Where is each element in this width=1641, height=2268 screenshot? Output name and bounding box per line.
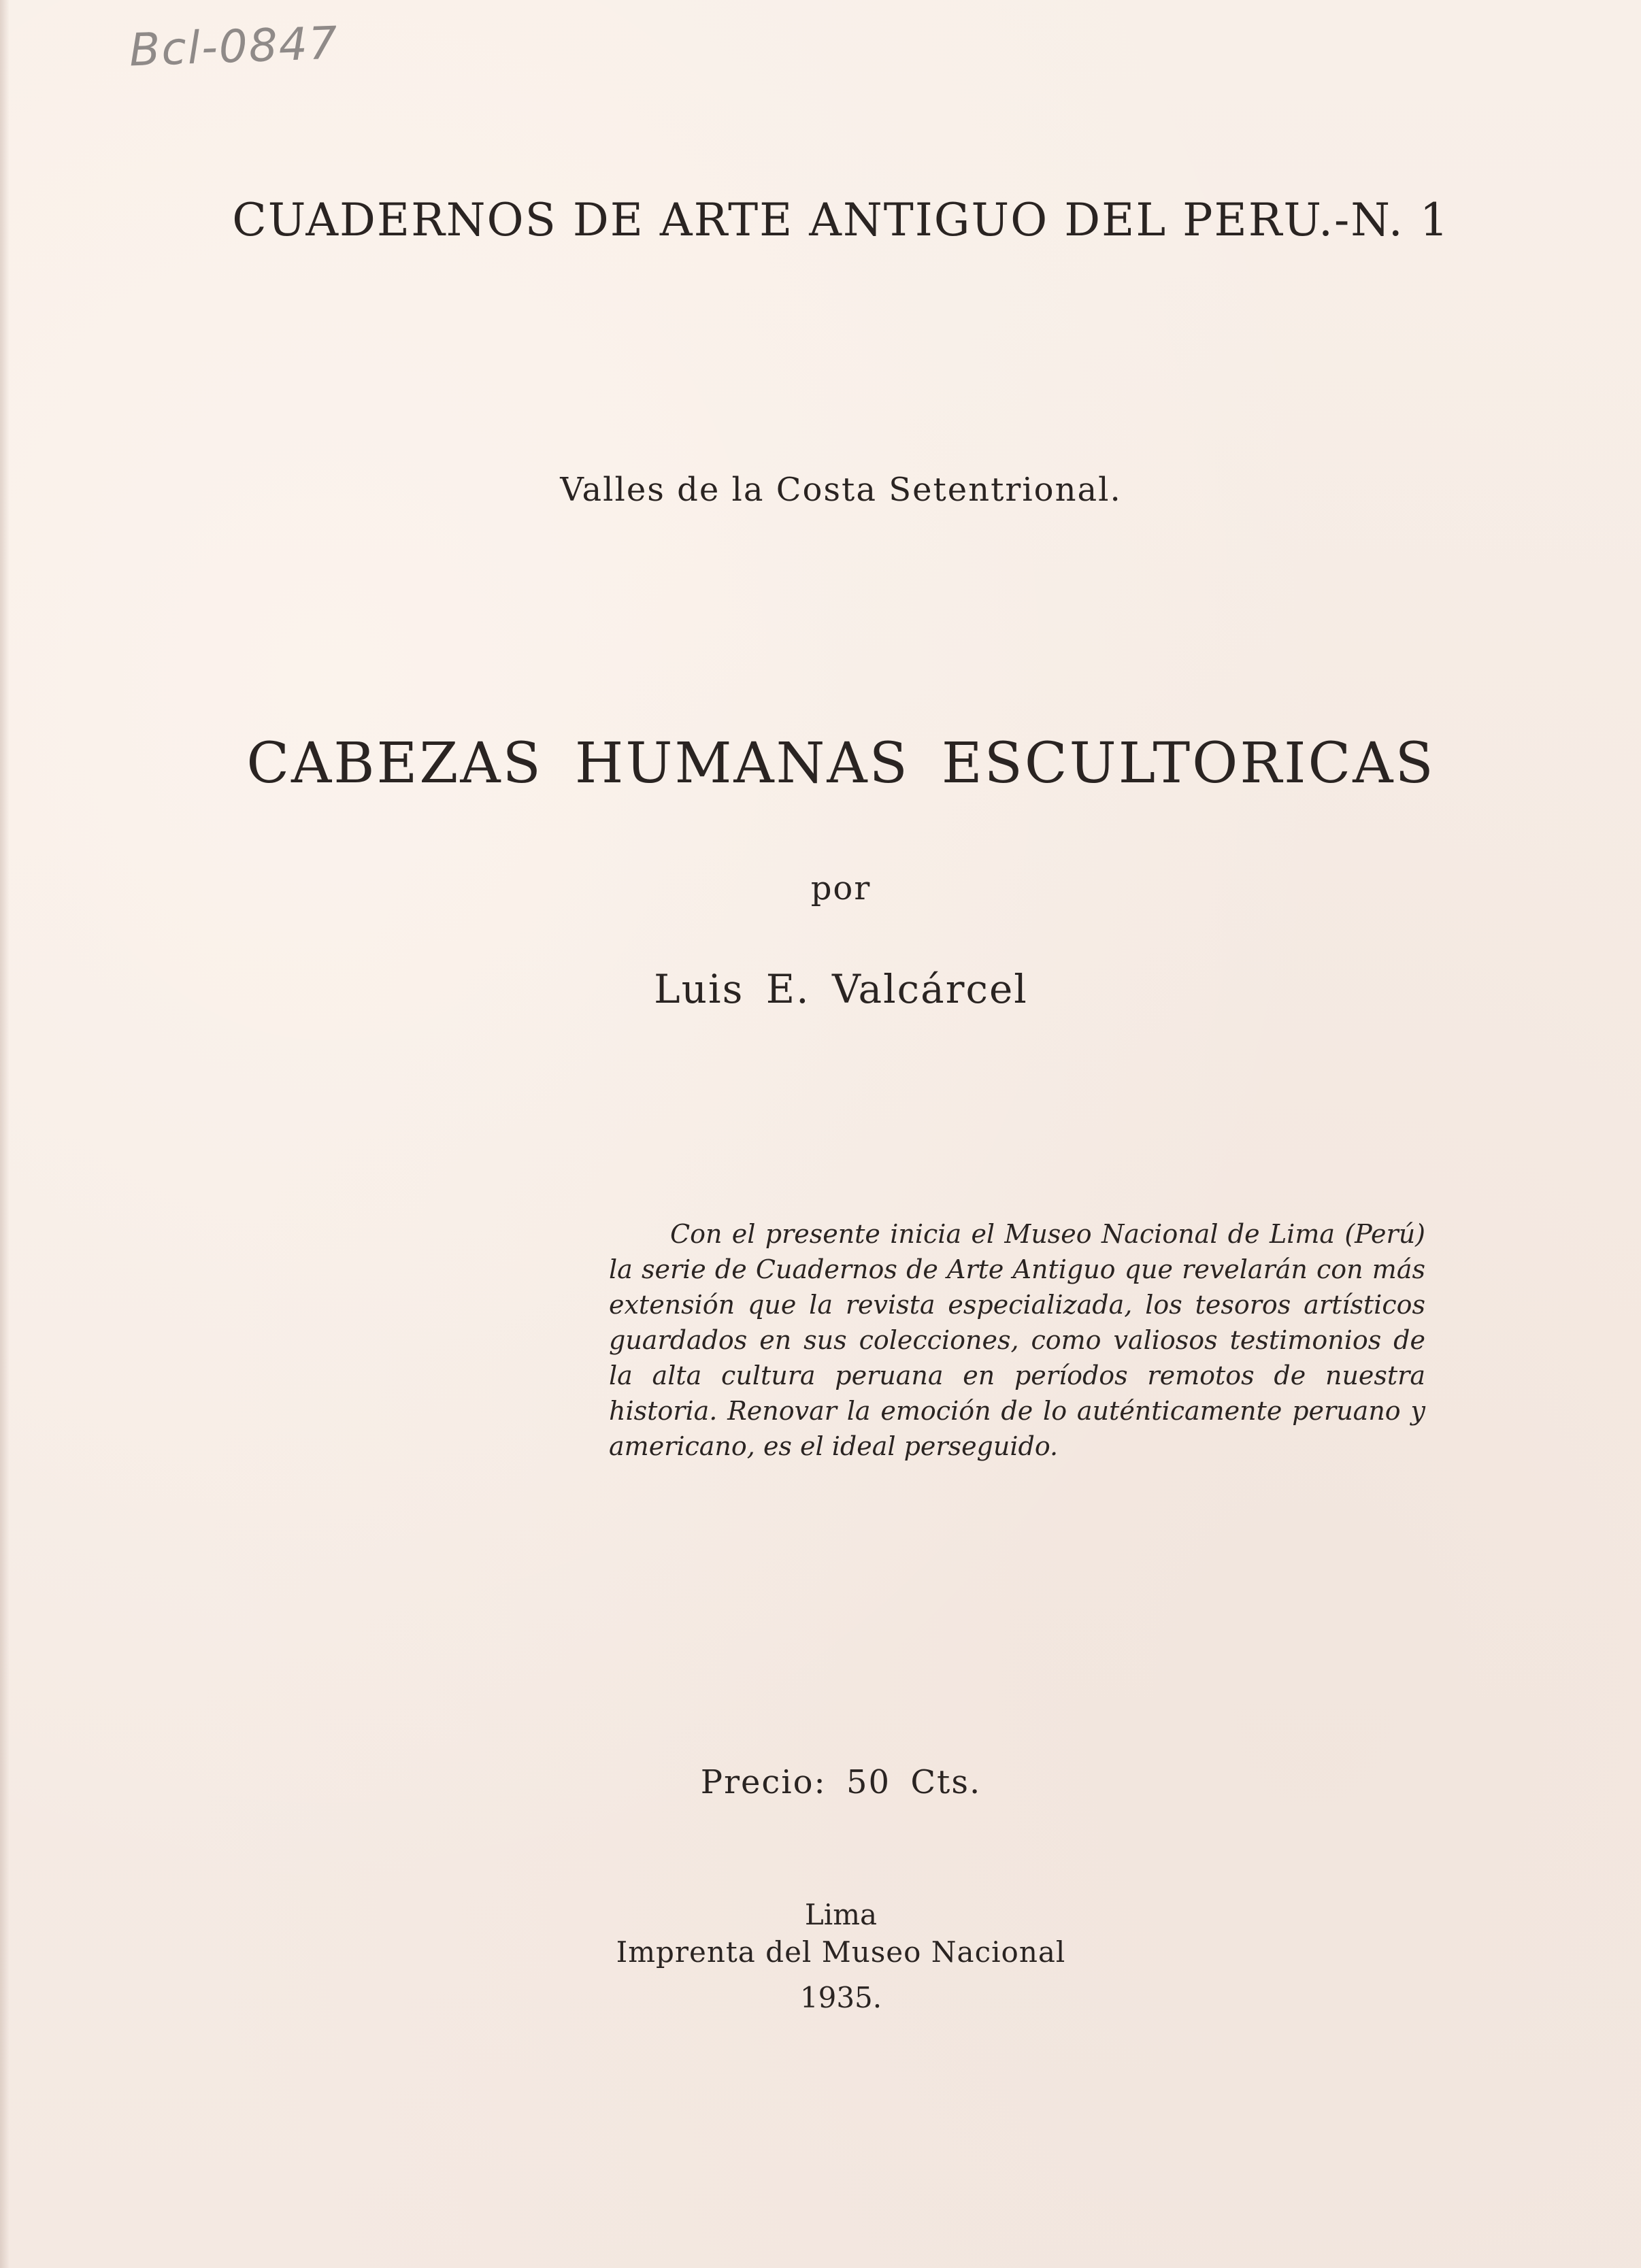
imprint-printer: Imprenta del Museo Nacional xyxy=(616,1935,1066,1969)
intro-paragraph-block xyxy=(609,1216,1425,1464)
author-name: Luis E. Valcárcel xyxy=(654,966,1028,1012)
intro-paragraph: Con el presente inicia el Museo Nacional de Lima (Perú) la serie de Cuadernos de Arte Antiguo que revelarán con más extensión que la revista especializada, los tesoros artísticos guardados en sus colecciones, como valiosos testimonios de la alta cultura peruana en períodos remotos de nuestra historia. Renovar la emoción de lo auténticamente peruano y americano, es el ideal perseguido. xyxy=(609,1219,1425,1461)
subtitle: Valles de la Costa Setentrional. xyxy=(560,471,1122,509)
byline-label: por xyxy=(810,869,872,907)
page-edge-shadow xyxy=(0,0,10,2268)
price-line: Precio: 50 Cts. xyxy=(700,1763,982,1801)
main-title: CABEZAS HUMANAS ESCULTORICAS xyxy=(246,731,1436,796)
series-heading: CUADERNOS DE ARTE ANTIGUO DEL PERU.-N. 1 xyxy=(232,194,1450,246)
handwritten-catalog-mark: Bcl-0847 xyxy=(128,16,339,77)
imprint-year: 1935. xyxy=(799,1981,882,2014)
imprint-city: Lima xyxy=(804,1898,878,1931)
